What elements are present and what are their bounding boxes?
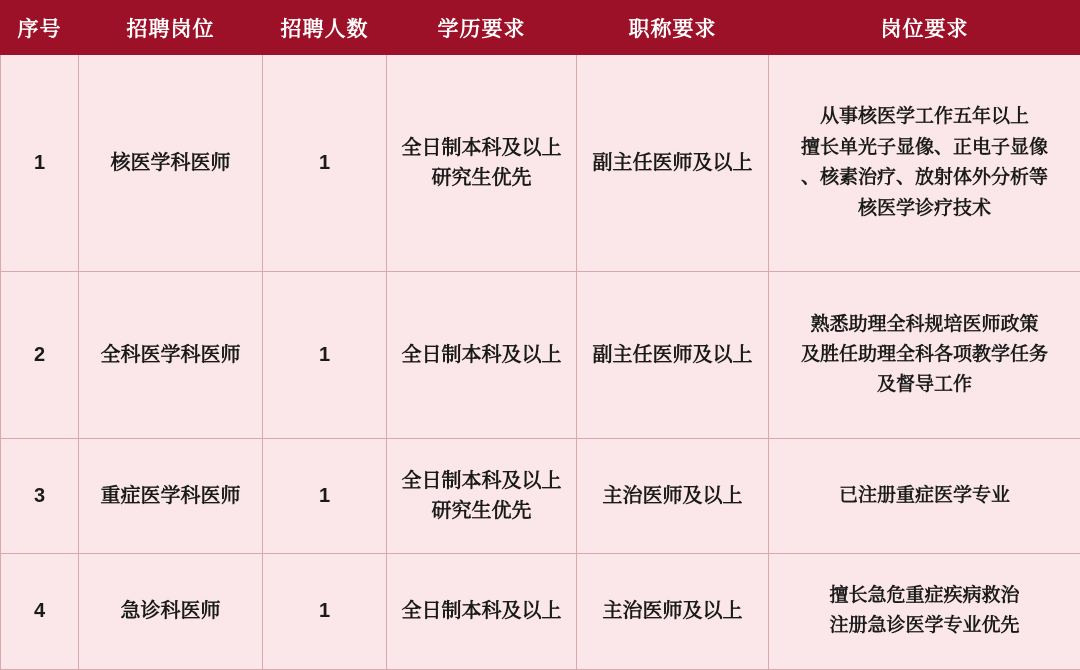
cell-title: 副主任医师及以上 <box>577 272 769 439</box>
cell-education <box>387 55 577 272</box>
cell-count: 1 <box>263 439 387 554</box>
cell-position: 重症医学科医师 <box>79 439 263 554</box>
requirement-line: 注册急诊医学专业优先 <box>829 615 1020 637</box>
cell-requirement <box>769 439 1080 554</box>
cell-requirement <box>769 553 1080 669</box>
requirement-line: 擅长单光子显像、正电子显像 <box>800 136 1048 158</box>
cell-requirement <box>769 55 1080 272</box>
column-header-count: 招聘人数 <box>263 1 387 55</box>
requirement-line: 擅长急危重症疾病救治 <box>829 585 1020 607</box>
table-row <box>1 439 1080 554</box>
requirement-line: 及胜任助理全科各项教学任务 <box>800 343 1048 365</box>
cell-index: 1 <box>1 55 79 272</box>
education-line: 全日制本科及以上 <box>401 600 562 623</box>
cell-requirement <box>769 272 1080 439</box>
cell-count: 1 <box>263 55 387 272</box>
table-header <box>1 1 1080 55</box>
cell-title: 副主任医师及以上 <box>577 55 769 272</box>
requirement-line: 已注册重症医学专业 <box>838 484 1010 506</box>
table-body <box>1 55 1080 670</box>
column-header-requirement: 岗位要求 <box>769 1 1080 55</box>
education-line: 研究生优先 <box>431 499 532 522</box>
requirement-line: 熟悉助理全科规培医师政策 <box>810 313 1039 335</box>
education-line: 全日制本科及以上 <box>401 137 562 160</box>
requirement-line: 、核素治疗、放射体外分析等 <box>800 167 1048 189</box>
education-line: 研究生优先 <box>431 167 532 190</box>
requirement-line: 从事核医学工作五年以上 <box>819 106 1029 128</box>
cell-position: 核医学科医师 <box>79 55 263 272</box>
table-row <box>1 55 1080 272</box>
cell-count: 1 <box>263 553 387 669</box>
column-header-index: 序号 <box>1 1 79 55</box>
column-header-education: 学历要求 <box>387 1 577 55</box>
column-header-title: 职称要求 <box>577 1 769 55</box>
cell-position: 全科医学科医师 <box>79 272 263 439</box>
column-header-position: 招聘岗位 <box>79 1 263 55</box>
requirement-line: 核医学诊疗技术 <box>857 197 991 219</box>
cell-education <box>387 439 577 554</box>
cell-education <box>387 272 577 439</box>
cell-title: 主治医师及以上 <box>577 439 769 554</box>
table-row <box>1 553 1080 669</box>
education-line: 全日制本科及以上 <box>401 344 562 367</box>
cell-index: 4 <box>1 553 79 669</box>
cell-count: 1 <box>263 272 387 439</box>
requirement-line: 及督导工作 <box>876 374 972 396</box>
cell-position: 急诊科医师 <box>79 553 263 669</box>
cell-index: 2 <box>1 272 79 439</box>
cell-title: 主治医师及以上 <box>577 553 769 669</box>
table-header-row <box>1 1 1080 55</box>
cell-index: 3 <box>1 439 79 554</box>
education-line: 全日制本科及以上 <box>401 469 562 492</box>
cell-education <box>387 553 577 669</box>
table-row <box>1 272 1080 439</box>
